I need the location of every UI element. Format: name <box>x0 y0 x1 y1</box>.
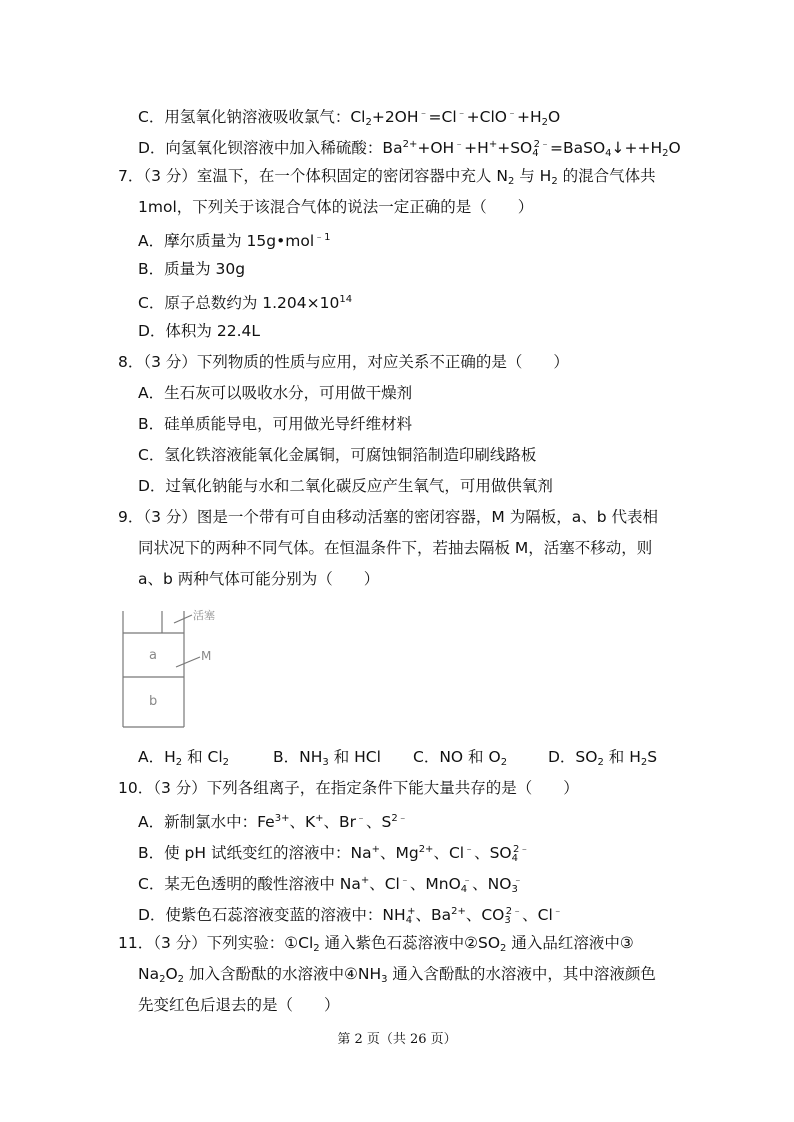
q10-option-b: B．使 pH 试纸变红的溶液中：Na+、$Mg^{2+}$、Cl﹣、$SO_4^{2﹣}$ <box>138 844 530 864</box>
q8-stem: 8．（3 分）下列物质的性质与应用，对应关系不正确的是（ ） <box>118 353 569 371</box>
q9-option-b: B．$NH_3$ 和 HCl <box>273 748 381 768</box>
q10-option-d: D．使紫色石蕊溶液变蓝的溶液中：$NH_4^+$、$Ba^{2+}$、$CO_3^{2﹣}$、Cl﹣ <box>138 906 563 926</box>
q11-stem-line3: 先变红色后退去的是（ ） <box>138 996 340 1014</box>
diagram-gas-a-label: a <box>149 648 157 663</box>
q9-option-c: C．NO 和 $O_2$ <box>413 748 508 768</box>
q6-option-d: D．向氢氧化钡溶液中加入稀硫酸：$Ba^{2+}+OH^﹣+H^++SO_4^{2﹣}=BaSO_4↓++H_2O$ <box>138 139 681 159</box>
q9-option-a: A．$H_2$ 和 $Cl_2$ <box>138 748 229 768</box>
q10-stem: 10．（3 分）下列各组离子，在指定条件下能大量共存的是（ ） <box>118 779 579 797</box>
q11-stem-line2: $Na_2O_2$ 加入含酚酞的水溶液中$④NH_3$ 通入含酚酞的水溶液中，其中溶液颜色 <box>138 965 656 985</box>
q9-option-d: D．$SO_2$ 和 $H_2S$ <box>548 748 658 768</box>
q9-stem-line1: 9．（3 分）图是一个带有可自由移动活塞的密闭容器，M 为隔板，a、b 代表相 <box>118 508 658 526</box>
q6-option-c: C．用氢氧化钠溶液吸收氯气：$Cl_2+2OH^﹣=Cl^﹣+ClO^﹣+H_2O$ <box>138 108 561 128</box>
q10-option-a: A．新制氯水中：$Fe^{3+}$、K+、Br﹣、$S^{2﹣}$ <box>138 813 408 831</box>
q7-stem-line2: 1mol，下列关于该混合气体的说法一定正确的是（ ） <box>138 198 534 216</box>
diagram-gas-b-label: b <box>149 694 158 709</box>
q7-option-a: A．摩尔质量为 15g•mol$^{﹣1}$ <box>138 232 331 250</box>
q10-option-c: C．某无色透明的酸性溶液中 Na+、Cl﹣、MnO$_4$﹣、$NO_3^﹣$ <box>138 875 523 895</box>
q8-option-d: D．过氧化钠能与水和二氧化碳反应产生氧气，可用做供氧剂 <box>138 477 553 495</box>
q9-stem-line3: a、b 两种气体可能分别为（ ） <box>138 570 380 588</box>
q8-option-b: B．硅单质能导电，可用做光导纤维材料 <box>138 415 413 433</box>
q7-stem-line1: 7．（3 分）室温下，在一个体积固定的密闭容器中充人 $N_2$ 与 $H_2$ 的混合气体共 <box>118 167 656 187</box>
q8-option-a: A．生石灰可以吸收水分，可用做干燥剂 <box>138 384 413 402</box>
q8-option-c: C．氢化铁溶液能氧化金属铜，可腐蚀铜箔制造印刷线路板 <box>138 446 537 464</box>
q7-option-d: D．体积为 22.4L <box>138 322 261 340</box>
q7-option-b: B．质量为 30g <box>138 260 246 278</box>
q7-option-c: C．原子总数约为 $1.204\times 10^{14}$ <box>138 294 353 312</box>
piston-container-diagram <box>118 605 248 730</box>
q11-stem-line1: 11．（3 分）下列实验：$①Cl_2$ 通入紫色石蕊溶液中$②SO_2$ 通入品红溶液中③ <box>118 934 634 954</box>
q9-stem-line2: 同状况下的两种不同气体。在恒温条件下，若抽去隔板 M，活塞不移动，则 <box>138 539 653 557</box>
diagram-piston-label: 活塞 <box>193 609 215 622</box>
diagram-m-label: M <box>201 649 212 663</box>
page-footer: 第 2 页（共 26 页） <box>337 1032 457 1047</box>
